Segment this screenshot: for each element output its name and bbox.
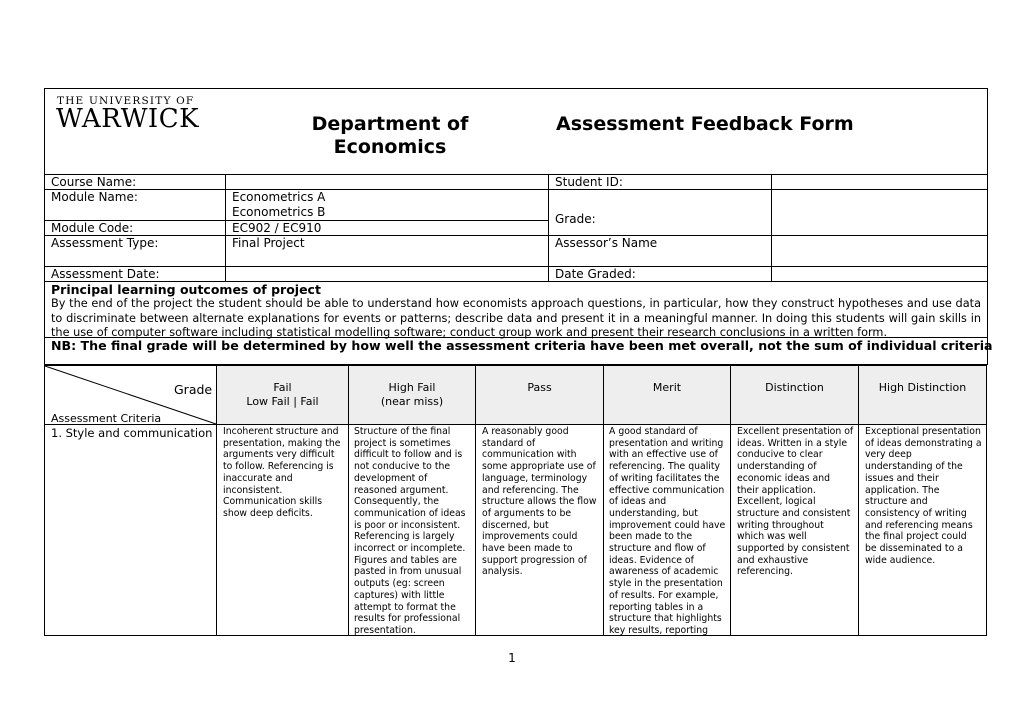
assessment-type-value: Final Project: [232, 236, 305, 250]
grade-header-high-fail: High Fail (near miss): [380, 381, 444, 408]
logo-top-text: THE UNIVERSITY OF: [57, 95, 195, 107]
rubric-cell: Incoherent structure and presentation, making the arguments very difficult to follow. Referencing is inaccurate and inconsistent. Communication skills show deep deficits.: [223, 426, 341, 519]
grade-axis-label: Grade: [174, 382, 213, 397]
grade-header-fail: Fail Low Fail | Fail: [246, 381, 319, 408]
rubric-cell: Exceptional presentation of ideas demonstrating a very deep understanding of the issues and their application. The structure and consistency of writing and referencing means the final project could be disseminated to a wide audience.: [865, 426, 982, 566]
rubric-grid-line: [730, 365, 731, 636]
form-title: Assessment Feedback Form: [556, 113, 854, 135]
student-id-label: Student ID:: [555, 175, 623, 189]
grade-field[interactable]: [772, 190, 987, 235]
rubric-cell: Excellent presentation of ideas. Written in a style conducive to clear understanding of economic ideas and their application. Excellent, logical structure and consistent writing throughout which was well supported by consistent and exhaustive referencing.: [737, 426, 854, 578]
logo-main-text: WARWICK: [56, 104, 200, 134]
assessment-date-field[interactable]: [226, 267, 547, 281]
rubric-cell: A good standard of presentation and writing with an effective use of referencing. The quality of writing facilitates the effective communication of ideas and understanding, but improvement could have been made to the structure and flow of ideas. Evidence of awareness of academic style in the presentation of results. For example, reporting tables in a structure that highlights key results, reporting: [609, 426, 726, 636]
outcomes-body: By the end of the project the student should be able to understand how economists approach questions, in particular, how they construct hypotheses and use data to discriminate between alternate explanations for events or patterns; describe data and present it in a meaningful manner. In doing this students will gain skills in the use of computer software including statistical modelling software; conduct group work and present their research conclusions in a written form.: [51, 297, 981, 339]
outcomes-heading: Principal learning outcomes of project: [51, 282, 321, 297]
rubric-cell: Structure of the final project is sometimes difficult to follow and is not conducive to the development of reasoned argument. Consequently, the communication of ideas is poor or inconsistent. Referencing is largely incorrect or incomplete. Figures and tables are pasted in from unusual outputs (eg: screen captures) with little attempt to format the results for professional presentation.: [354, 426, 466, 636]
rubric-cell: A reasonably good standard of communication with some appropriate use of language, terminology and referencing. The structure allows the flow of arguments to be discerned, but improvements could have been made to support progression of analysis.: [482, 426, 597, 578]
course-name-field[interactable]: [226, 175, 547, 189]
module-code-value: EC902 / EC910: [232, 221, 322, 235]
module-name-value: Econometrics A: [232, 190, 326, 204]
rubric-grid-line: [603, 365, 604, 636]
nb-note: NB: The final grade will be determined by how well the assessment criteria have been met overall, not the sum of individual criteria: [51, 338, 993, 353]
course-name-label: Course Name:: [51, 175, 137, 189]
rubric-grid-line: [858, 365, 859, 636]
module-name-label: Module Name:: [51, 190, 138, 204]
grade-header-distinction: Distinction: [765, 381, 824, 394]
assessment-date-label: Assessment Date:: [51, 267, 160, 281]
grade-header-merit: Merit: [652, 381, 682, 394]
page-number: 1: [508, 651, 516, 665]
grade-header-high-distinction: High Distinction: [878, 381, 967, 394]
info-grid-line: [548, 174, 549, 281]
criteria-axis-label: Assessment Criteria: [51, 412, 162, 425]
student-id-field[interactable]: [772, 175, 987, 189]
module-name-value: Econometrics B: [232, 205, 326, 219]
department-title: Department of Economics: [311, 113, 469, 158]
assessment-type-label: Assessment Type:: [51, 236, 159, 250]
info-grid-line: [225, 174, 226, 281]
grade-header-pass: Pass: [527, 381, 552, 394]
module-code-label: Module Code:: [51, 221, 134, 235]
assessor-name-field[interactable]: [772, 236, 987, 266]
date-graded-label: Date Graded:: [555, 267, 636, 281]
criterion-style-communication: 1. Style and communication: [51, 426, 213, 440]
rubric-grid-line: [475, 365, 476, 636]
grade-label: Grade:: [555, 212, 596, 226]
assessor-name-label: Assessor’s Name: [555, 236, 658, 250]
date-graded-field[interactable]: [772, 267, 987, 281]
